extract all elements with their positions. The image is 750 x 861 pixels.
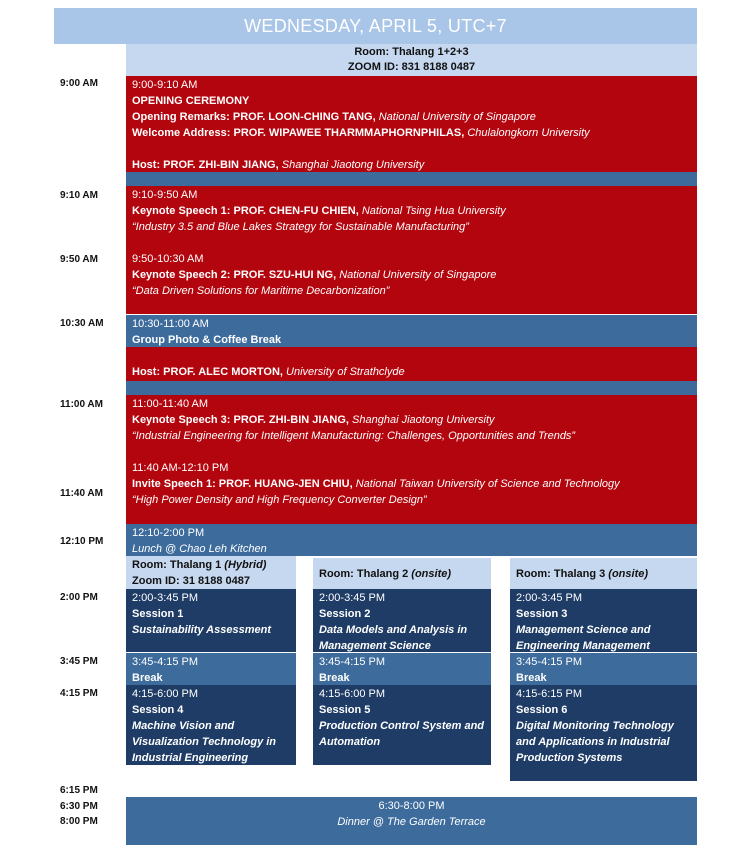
keynote1-speaker: Keynote Speech 1: PROF. CHEN-FU CHIEN, bbox=[132, 205, 359, 217]
invite1-talk: “High Power Density and High Frequency Converter Design” bbox=[132, 494, 427, 506]
opening-remarks-speaker: Opening Remarks: PROF. LOON-CHING TANG, bbox=[132, 111, 376, 123]
host-name: Host: PROF. ZHI-BIN JIANG, bbox=[132, 159, 279, 171]
opening-ceremony-block bbox=[126, 76, 697, 172]
dinner-time: 6:30-8:00 PM bbox=[378, 800, 445, 812]
break-block bbox=[510, 653, 697, 685]
session-title: Session 4 bbox=[132, 704, 184, 716]
session-3-block bbox=[510, 589, 697, 652]
divider-bar bbox=[126, 381, 697, 395]
session-topic: Digital Monitoring Technology and Applications in Industrial Production Systems bbox=[516, 720, 674, 764]
time-label: 9:10 AM bbox=[60, 190, 98, 201]
keynote3-talk: “Industrial Engineering for Intelligent Manufacturing: Challenges, Opportunities and Trends” bbox=[132, 430, 576, 442]
session-title: Session 3 bbox=[516, 608, 568, 620]
room-header-thalang-2 bbox=[313, 558, 491, 589]
room2-mode: (onsite) bbox=[411, 568, 452, 580]
host2-name: Host: PROF. ALEC MORTON, bbox=[132, 366, 283, 378]
divider-bar bbox=[126, 172, 697, 186]
session-title: Session 5 bbox=[319, 704, 371, 716]
host-affiliation: Shanghai Jiaotong University bbox=[281, 159, 425, 171]
main-room-info bbox=[126, 44, 697, 76]
keynote2-affiliation: National University of Singapore bbox=[339, 269, 497, 281]
break-time: 3:45-4:15 PM bbox=[319, 656, 386, 668]
room3-name: Room: Thalang 3 bbox=[516, 568, 606, 580]
opening-title: OPENING CEREMONY bbox=[132, 95, 250, 107]
time-label: 10:30 AM bbox=[60, 318, 104, 329]
lunch-block bbox=[126, 524, 697, 556]
session-topic: Data Models and Analysis in Management Science bbox=[319, 624, 468, 652]
session-4-block bbox=[126, 685, 296, 765]
keynote1-affiliation: National Tsing Hua University bbox=[361, 205, 506, 217]
session-title: Session 6 bbox=[516, 704, 568, 716]
break-title: Break bbox=[516, 672, 547, 684]
session-1-block bbox=[126, 589, 296, 652]
session-topic: Sustainability Assessment bbox=[132, 624, 271, 636]
main-room-zoom: ZOOM ID: 831 8188 0487 bbox=[347, 61, 476, 73]
break-title: Break bbox=[132, 672, 163, 684]
break-time: 3:45-4:15 PM bbox=[516, 656, 583, 668]
keynote2-time: 9:50-10:30 AM bbox=[132, 253, 204, 265]
session-time: 2:00-3:45 PM bbox=[132, 592, 199, 604]
welcome-address-affiliation: Chulalongkorn University bbox=[467, 127, 590, 139]
session-topic: Management Science and Engineering Management bbox=[516, 624, 651, 652]
keynote1-talk: “Industry 3.5 and Blue Lakes Strategy for Sustainable Manufacturing” bbox=[132, 221, 469, 233]
keynote3-speaker: Keynote Speech 3: PROF. ZHI-BIN JIANG, bbox=[132, 414, 349, 426]
time-label: 6:15 PM bbox=[60, 785, 98, 796]
time-label: 8:00 PM bbox=[60, 816, 98, 827]
room1-zoom: Zoom ID: 31 8188 0487 bbox=[132, 575, 251, 587]
main-room-name: Room: Thalang 1+2+3 bbox=[354, 46, 469, 58]
keynote3-affiliation: Shanghai Jiaotong University bbox=[352, 414, 495, 426]
opening-remarks-affiliation: National University of Singapore bbox=[378, 111, 536, 123]
time-label: 11:00 AM bbox=[60, 399, 103, 410]
welcome-address-speaker: Welcome Address: PROF. WIPAWEE THARMMAPHORNPHILAS, bbox=[132, 127, 465, 139]
break-time: 3:45-4:15 PM bbox=[132, 656, 199, 668]
keynote1-time: 9:10-9:50 AM bbox=[132, 189, 198, 201]
break-block bbox=[126, 653, 296, 685]
coffee-break-title: Group Photo & Coffee Break bbox=[132, 334, 282, 346]
time-label: 4:15 PM bbox=[60, 688, 98, 699]
room2-name: Room: Thalang 2 bbox=[319, 568, 409, 580]
dinner-title: Dinner @ The Garden Terrace bbox=[337, 816, 486, 828]
time-label: 6:30 PM bbox=[60, 801, 98, 812]
lunch-time: 12:10-2:00 PM bbox=[132, 527, 205, 539]
coffee-break-block bbox=[126, 315, 697, 347]
session-time: 2:00-3:45 PM bbox=[319, 592, 386, 604]
session-time: 2:00-3:45 PM bbox=[516, 592, 583, 604]
session-2-block bbox=[313, 589, 491, 652]
keynote-block bbox=[126, 186, 697, 314]
room1-name: Room: Thalang 1 bbox=[132, 559, 222, 571]
break-block bbox=[313, 653, 491, 685]
room3-mode: (onsite) bbox=[608, 568, 649, 580]
room1-mode: (Hybrid) bbox=[224, 559, 267, 571]
time-label: 11:40 AM bbox=[60, 488, 103, 499]
lunch-title: Lunch @ Chao Leh Kitchen bbox=[132, 543, 267, 555]
session-topic: Production Control System and Automation bbox=[319, 720, 485, 748]
time-label: 12:10 PM bbox=[60, 536, 104, 547]
keynote3-time: 11:00-11:40 AM bbox=[132, 398, 209, 410]
session-title: Session 1 bbox=[132, 608, 184, 620]
session-5-block bbox=[313, 685, 491, 765]
dinner-block bbox=[126, 797, 697, 845]
page-title: WEDNESDAY, APRIL 5, UTC+7 bbox=[54, 8, 697, 44]
time-label: 9:50 AM bbox=[60, 254, 98, 265]
session-time: 4:15-6:15 PM bbox=[516, 688, 583, 700]
host-block bbox=[126, 347, 697, 381]
opening-time: 9:00-9:10 AM bbox=[132, 79, 198, 91]
session-time: 4:15-6:00 PM bbox=[132, 688, 199, 700]
break-title: Break bbox=[319, 672, 350, 684]
session-title: Session 2 bbox=[319, 608, 371, 620]
invite1-time: 11:40 AM-12:10 PM bbox=[132, 462, 229, 474]
time-label: 2:00 PM bbox=[60, 592, 98, 603]
invite1-speaker: Invite Speech 1: PROF. HUANG-JEN CHIU, bbox=[132, 478, 353, 490]
keynote3-block bbox=[126, 395, 697, 524]
time-label: 9:00 AM bbox=[60, 78, 98, 89]
session-topic: Machine Vision and Visualization Technology in Industrial Engineering bbox=[132, 720, 277, 764]
session-6-block bbox=[510, 685, 697, 781]
time-label: 3:45 PM bbox=[60, 656, 98, 667]
room-header-thalang-1 bbox=[126, 556, 296, 589]
keynote2-speaker: Keynote Speech 2: PROF. SZU-HUI NG, bbox=[132, 269, 337, 281]
invite1-affiliation: National Taiwan University of Science and Technology bbox=[355, 478, 620, 490]
host2-affiliation: University of Strathclyde bbox=[286, 366, 405, 378]
room-header-thalang-3 bbox=[510, 558, 697, 589]
coffee-break-time: 10:30-11:00 AM bbox=[132, 318, 209, 330]
session-time: 4:15-6:00 PM bbox=[319, 688, 386, 700]
keynote2-talk: “Data Driven Solutions for Maritime Decarbonization” bbox=[132, 285, 390, 297]
